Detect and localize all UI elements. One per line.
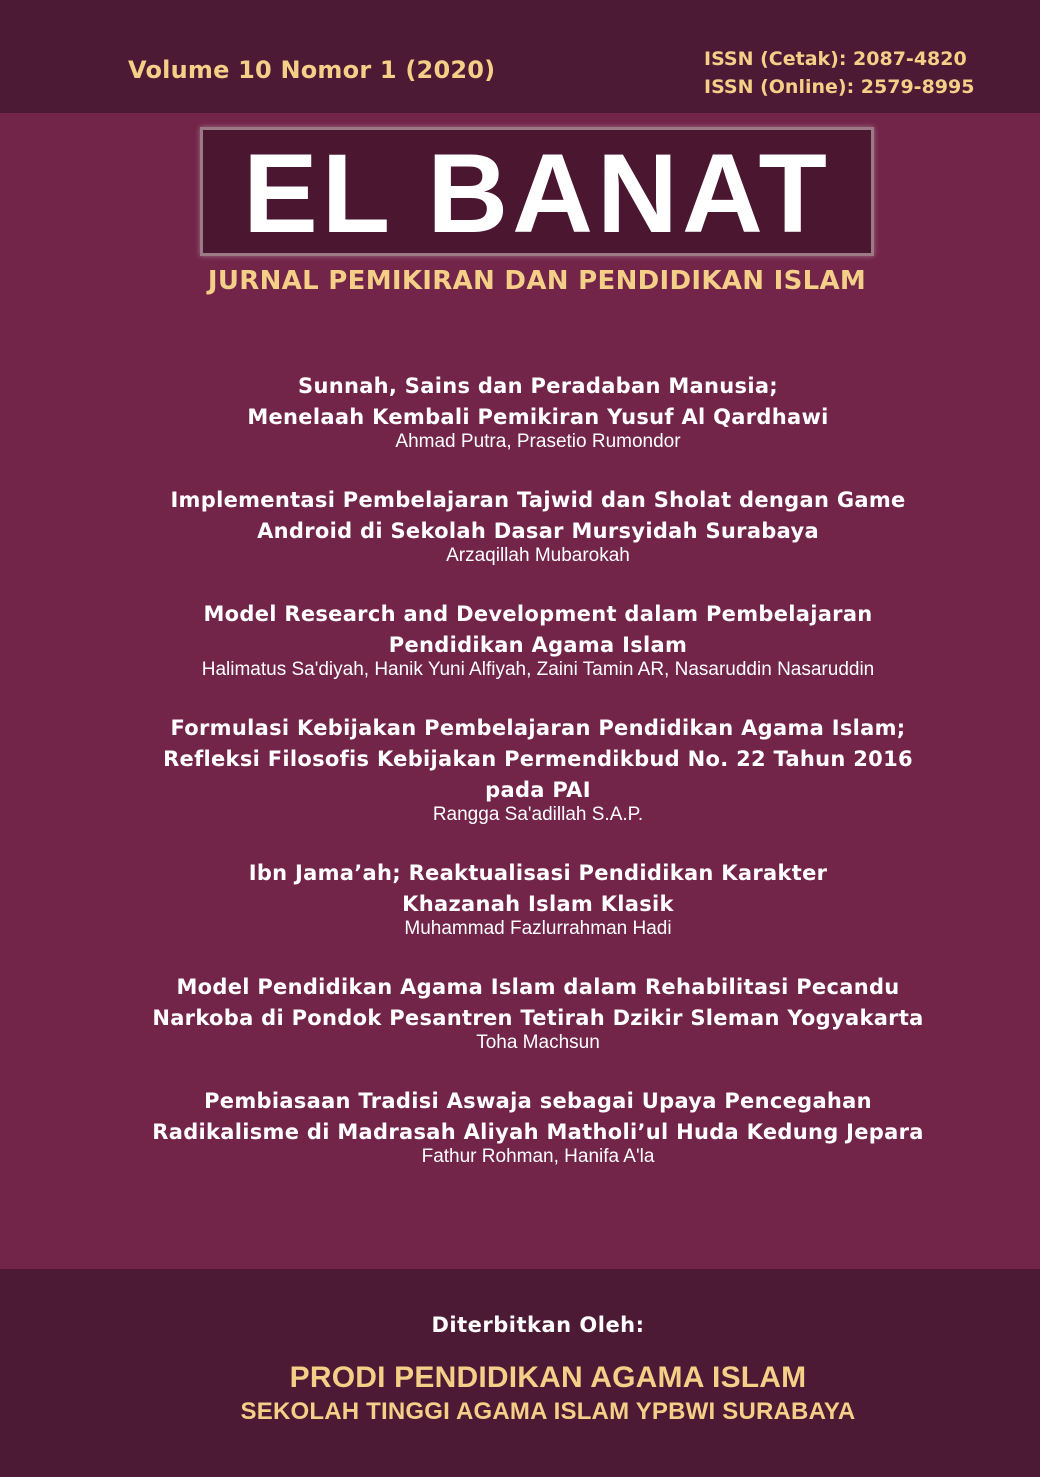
volume-label: Volume 10 Nomor 1 (2020) [128, 56, 496, 84]
article-entry [0, 371, 1040, 454]
article-authors: Ahmad Putra, Prasetio Rumondor [395, 431, 681, 452]
article-title: Sunnah, Sains dan Peradaban Manusia; Menelaah Kembali Pemikiran Yusuf Al Qardhawi [247, 374, 829, 429]
article-title: Model Pendidikan Agama Islam dalam Rehabilitasi Pecandu Narkoba di Pondok Pesantren Tetirah Dzikir Sleman Yogyakarta [152, 975, 924, 1030]
article-title: Implementasi Pembelajaran Tajwid dan Sholat dengan Game Android di Sekolah Dasar Mursyidah Surabaya [170, 488, 906, 543]
publisher-label: Diterbitkan Oleh: [431, 1313, 645, 1337]
journal-masthead [200, 127, 874, 256]
article-authors: Toha Machsun [476, 1032, 600, 1053]
article-entry [0, 599, 1040, 682]
article-authors: Fathur Rohman, Hanifa A'la [421, 1146, 655, 1167]
article-entry [0, 1086, 1040, 1169]
article-authors: Halimatus Sa'diyah, Hanik Yuni Alfiyah, Zaini Tamin AR, Nasaruddin Nasaruddin [201, 659, 875, 680]
issn-block [704, 45, 974, 101]
journal-subtitle: JURNAL PEMIKIRAN DAN PENDIDIKAN ISLAM [207, 266, 867, 296]
article-authors: Arzaqillah Mubarokah [446, 545, 630, 566]
table-of-contents [0, 371, 1040, 1200]
issn-online: ISSN (Online): 2579-8995 [704, 76, 975, 98]
article-title: Formulasi Kebijakan Pembelajaran Pendidikan Agama Islam; Refleksi Filosofis Kebijakan Permendikbud No. 22 Tahun 2016 pada PAI [163, 716, 913, 802]
article-title: Pembiasaan Tradisi Aswaja sebagai Upaya Pencegahan Radikalisme di Madrasah Aliyah Matholi’ul Huda Kedung Jepara [152, 1089, 924, 1144]
issn-print: ISSN (Cetak): 2087-4820 [704, 48, 967, 70]
article-entry [0, 485, 1040, 568]
article-title: Model Research and Development dalam Pembelajaran Pendidikan Agama Islam [203, 602, 873, 657]
article-entry [0, 713, 1040, 827]
article-authors: Muhammad Fazlurrahman Hadi [404, 918, 672, 939]
article-entry [0, 858, 1040, 941]
publisher-name: PRODI PENDIDIKAN AGAMA ISLAM [289, 1361, 807, 1394]
article-authors: Rangga Sa'adillah S.A.P. [432, 804, 644, 825]
publisher-institution: SEKOLAH TINGGI AGAMA ISLAM YPBWI SURABAYA [240, 1398, 856, 1425]
article-title: Ibn Jama’ah; Reaktualisasi Pendidikan Karakter Khazanah Islam Klasik [248, 861, 828, 916]
article-entry [0, 972, 1040, 1055]
journal-title: EL BANAT [243, 130, 831, 256]
